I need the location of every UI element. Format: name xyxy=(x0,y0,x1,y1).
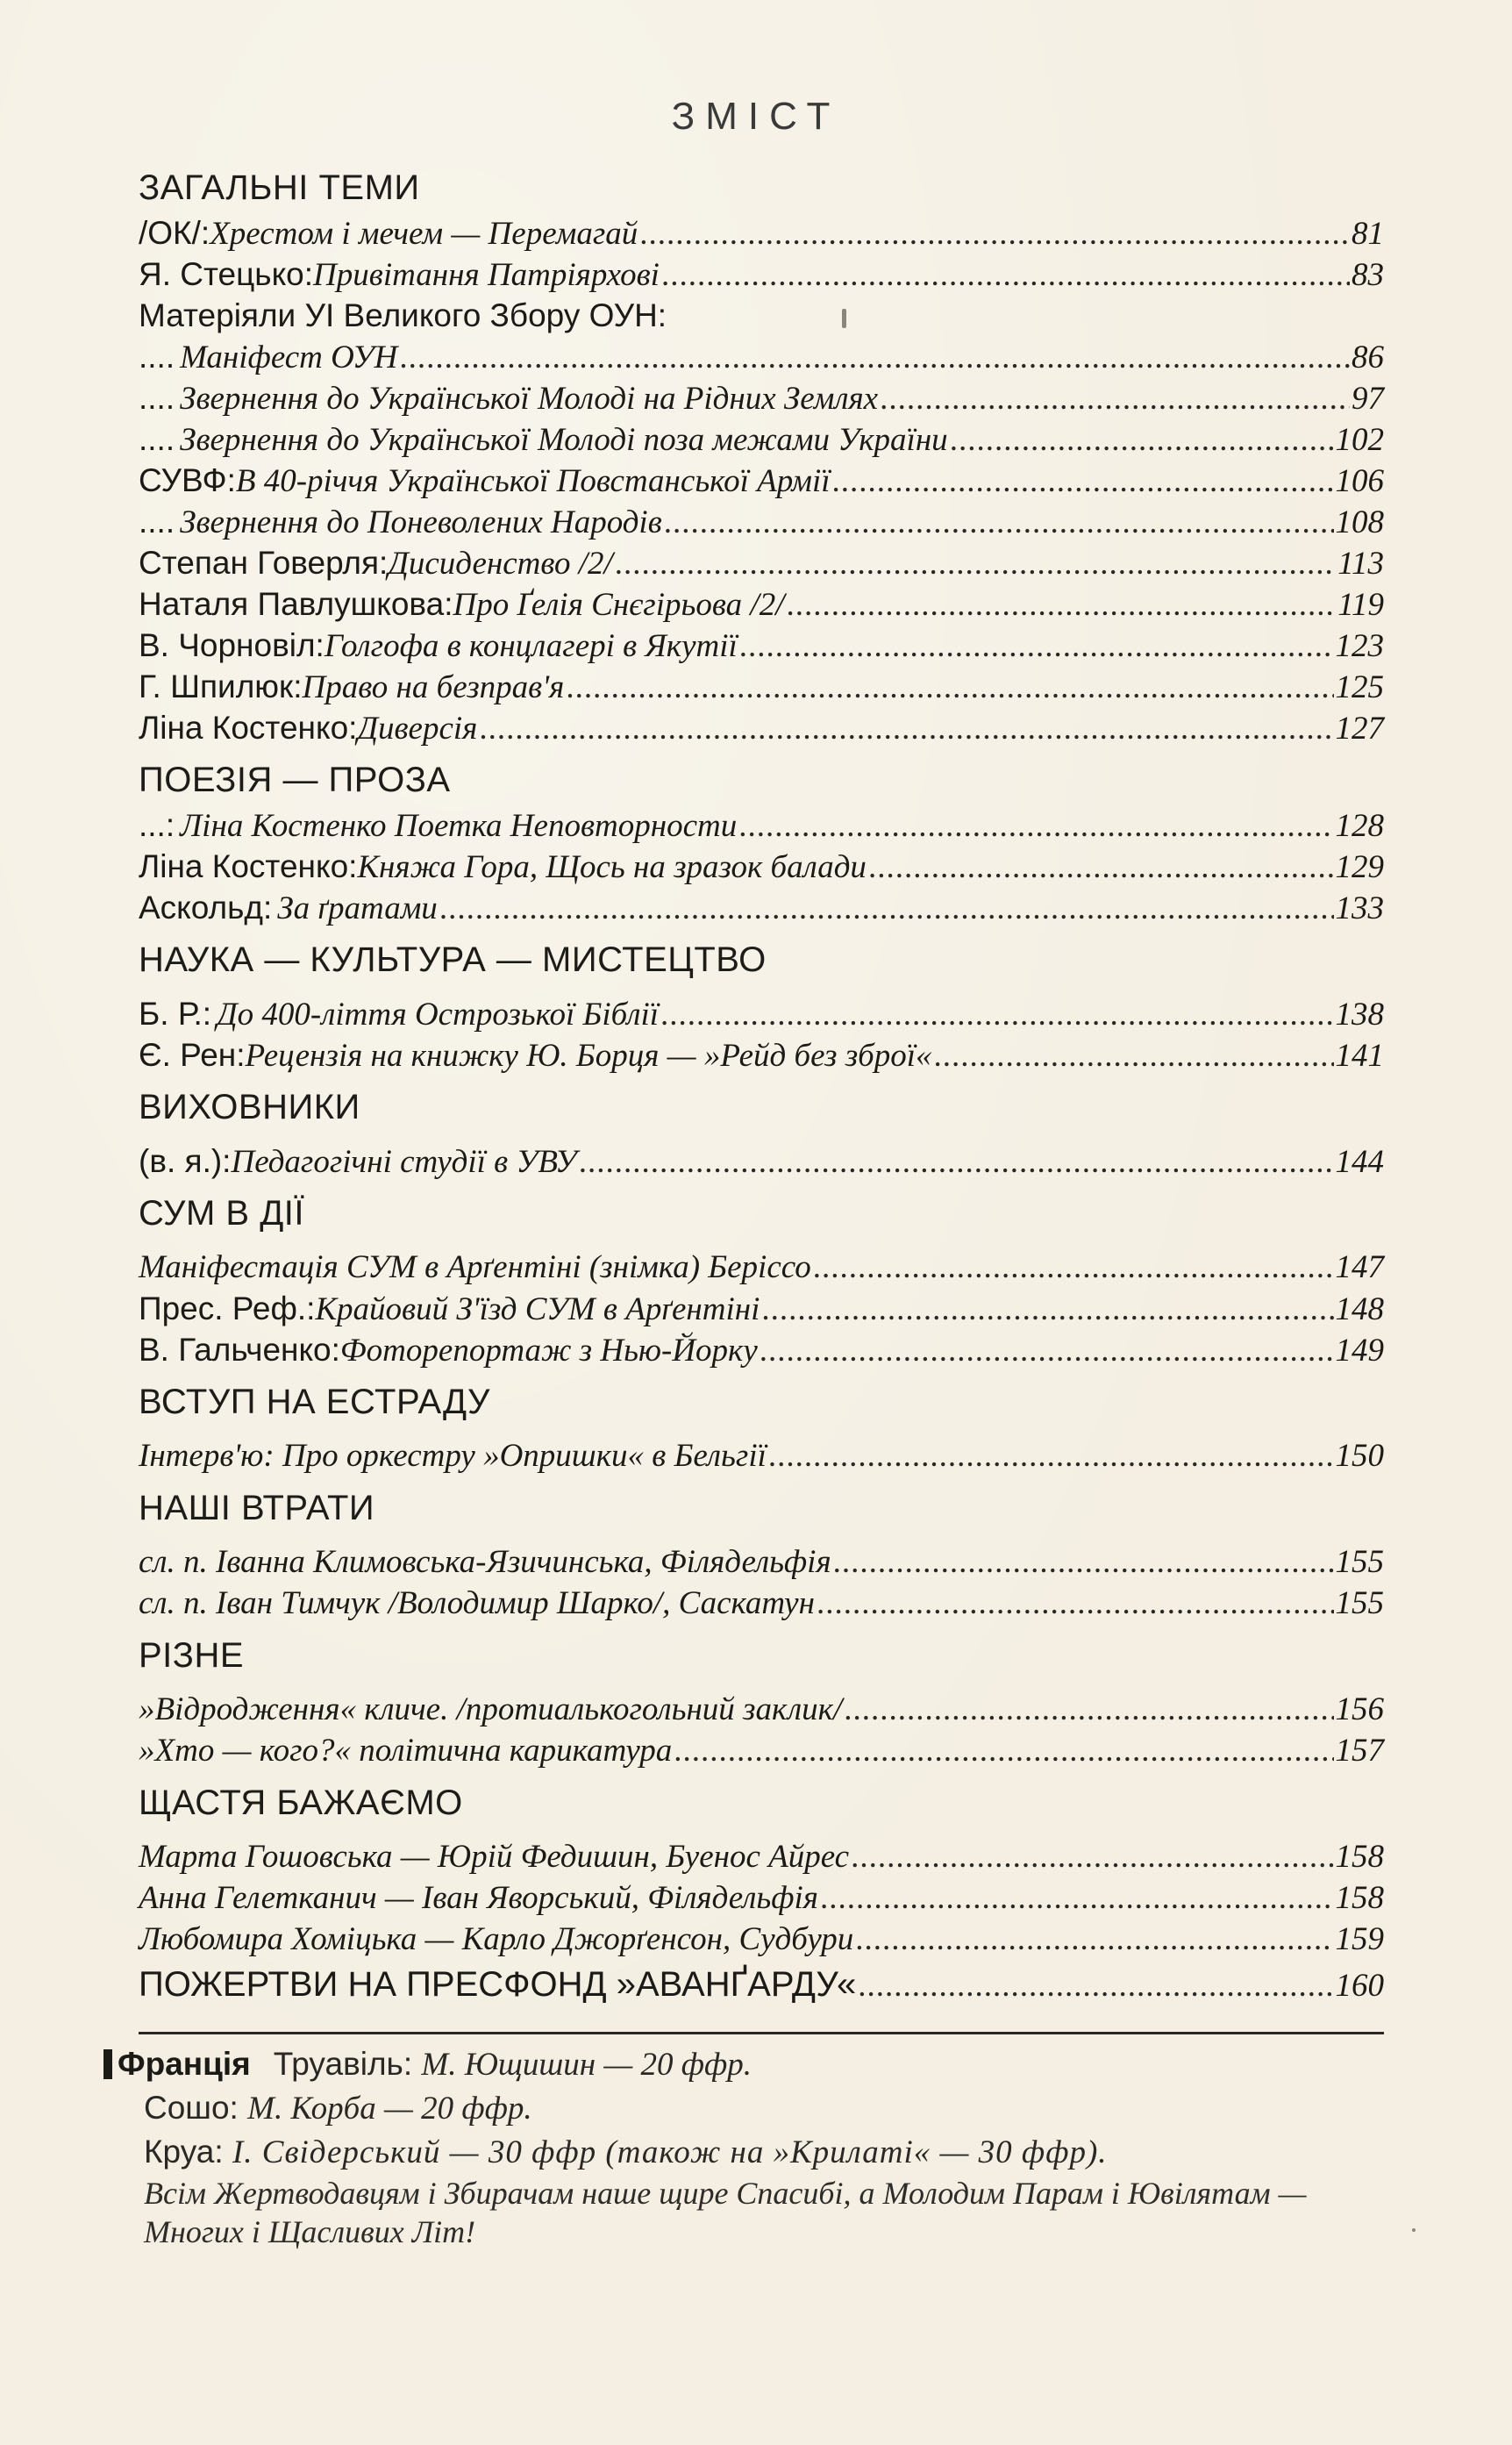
donation-donor: М. Ющишин — 20 ффр. xyxy=(421,2047,752,2083)
leader-dots xyxy=(661,254,1350,296)
entry-page: 158 xyxy=(1335,1839,1384,1875)
toc-entry[interactable] xyxy=(139,1689,1384,1730)
entry-author: Прес. Реф.: xyxy=(139,1290,316,1326)
entry-title: Диверсія xyxy=(357,711,478,747)
toc-entry[interactable] xyxy=(139,666,1384,707)
leader-dots xyxy=(479,708,1333,749)
entry-page: 81 xyxy=(1352,216,1384,252)
entry-page: 86 xyxy=(1352,340,1384,375)
entry-author: .... xyxy=(139,504,175,540)
entry-title: Княжа Гора, Щось на зразок балади xyxy=(357,849,867,885)
toc-entry[interactable] xyxy=(139,583,1384,625)
page-title: ЗМІСТ xyxy=(671,95,841,138)
entry-page: 123 xyxy=(1335,628,1384,664)
entry-author: В. Чорновіл: xyxy=(139,627,325,663)
entry-page: 128 xyxy=(1335,808,1384,844)
entry-page: 129 xyxy=(1335,849,1384,885)
entry-author: Я. Стецько: xyxy=(139,256,314,292)
leader-dots xyxy=(855,1919,1333,1960)
leader-dots xyxy=(868,847,1334,888)
toc-entry[interactable] xyxy=(139,1288,1384,1329)
leader-dots xyxy=(833,1541,1334,1583)
entry-title: Маніфестація СУМ в Арґентіні (знімка) Беріссо xyxy=(139,1249,811,1285)
entry-title: Звернення до Української Молоді на Рідних Землях xyxy=(180,381,879,417)
scan-speck xyxy=(842,309,846,328)
entry-author: Аскольд: xyxy=(139,890,273,926)
section-heading: ПОЖЕРТВИ НА ПРЕСФОНД »АВАНҐАРДУ« xyxy=(139,1965,857,2004)
entry-author: .... xyxy=(139,421,175,457)
entry-title: Хрестом і мечем — Перемагай xyxy=(210,216,638,252)
entry-author: ...: xyxy=(139,807,175,843)
entry-page: 158 xyxy=(1335,1880,1384,1916)
entry-title: Любомира Хоміцька — Карло Джорґенсон, Судбури xyxy=(139,1921,854,1957)
leader-dots xyxy=(660,994,1333,1035)
entry-author: Ліна Костенко: xyxy=(139,710,358,746)
entry-title: Інтерв'ю: Про оркестру »Опришки« в Бельгії xyxy=(139,1438,767,1474)
entry-title: Звернення до Української Молоді поза межами України xyxy=(180,422,948,458)
toc-entry[interactable] xyxy=(139,418,1384,460)
donation-country: Франція xyxy=(118,2046,251,2082)
leader-dots xyxy=(615,543,1336,584)
entry-page: 147 xyxy=(1335,1249,1384,1285)
section-heading: ВИХОВНИКИ xyxy=(139,1088,360,1126)
leader-dots xyxy=(832,461,1334,502)
entry-author: Г. Шпилюк: xyxy=(139,668,303,704)
entry-title: До 400-ліття Острозької Біблії xyxy=(217,997,660,1033)
entry-title: В 40-річчя Української Повстанської Армії xyxy=(235,463,831,499)
section-heading: РІЗНЕ xyxy=(139,1636,245,1675)
toc-entry[interactable] xyxy=(139,1583,1384,1624)
entry-page: 119 xyxy=(1337,587,1384,623)
leader-dots xyxy=(858,1962,1333,2011)
leader-dots xyxy=(934,1035,1334,1076)
entry-title: Марта Гошовська — Юрій Федишин, Буенос Айрес xyxy=(139,1839,850,1875)
toc-entry[interactable] xyxy=(139,542,1384,583)
entry-title: Голгофа в концлагері в Якутії xyxy=(324,628,738,664)
scan-speck xyxy=(1412,2228,1416,2232)
entry-title: Звернення до Поневолених Народів xyxy=(180,504,662,540)
donation-place: Круа: xyxy=(144,2134,232,2170)
section-heading: ЩАСТЯ БАЖАЄМО xyxy=(139,1784,463,1822)
leader-dots xyxy=(820,1877,1334,1919)
entry-title: Ліна Костенко Поетка Неповторности xyxy=(180,808,738,844)
entry-title: »Відродження« кличе. /протиалькогольний заклик/ xyxy=(139,1691,843,1727)
entry-title: Рецензія на книжку Ю. Борця — »Рейд без зброї« xyxy=(245,1038,932,1074)
toc-entry[interactable] xyxy=(139,1877,1384,1919)
leader-dots xyxy=(399,337,1350,378)
donation-place: Сошо: xyxy=(144,2090,248,2126)
toc-entry[interactable] xyxy=(139,1034,1384,1076)
toc-entry[interactable] xyxy=(139,625,1384,666)
toc-entry[interactable] xyxy=(139,1541,1384,1583)
entry-title: Дисиденство /2/ xyxy=(388,546,613,582)
entry-page: 155 xyxy=(1335,1544,1384,1580)
entry-page: 141 xyxy=(1335,1038,1384,1074)
toc-entry[interactable] xyxy=(139,707,1384,748)
donation-line xyxy=(103,2086,1393,2130)
entry-page: 133 xyxy=(1335,890,1384,926)
entry-author: (в. я.): xyxy=(139,1143,232,1179)
leader-dots xyxy=(664,502,1334,543)
entry-page: 155 xyxy=(1335,1585,1384,1621)
leader-dots xyxy=(739,626,1334,667)
toc-entry[interactable] xyxy=(139,1836,1384,1877)
entry-page: 106 xyxy=(1335,463,1384,499)
entry-author: СУВФ: xyxy=(139,462,236,498)
entry-page: 127 xyxy=(1335,711,1384,747)
entry-author: /ОК/: xyxy=(139,215,210,251)
entry-page: 150 xyxy=(1335,1438,1384,1474)
donations-list xyxy=(103,2042,1393,2251)
toc-entry-donations[interactable] xyxy=(139,1960,1384,2009)
entry-title: Маніфест ОУН xyxy=(180,340,398,375)
entry-title: Анна Гелетканич — Іван Яворський, Філядельфія xyxy=(139,1880,818,1916)
section-heading: ВСТУП НА ЕСТРАДУ xyxy=(139,1383,490,1421)
toc-entry[interactable] xyxy=(139,212,1384,254)
entry-page: 160 xyxy=(1335,1968,1384,2004)
leader-dots xyxy=(768,1435,1334,1476)
entry-title: »Хто — кого?« політична карикатура xyxy=(139,1733,673,1769)
leader-dots xyxy=(817,1583,1334,1624)
entry-author: .... xyxy=(139,339,175,375)
entry-author: Б. Р.: xyxy=(139,996,212,1032)
entry-page: 102 xyxy=(1335,422,1384,458)
toc-entry[interactable] xyxy=(139,501,1384,542)
entry-page: 156 xyxy=(1335,1691,1384,1727)
subheading-line: Матеріяли УІ Великого Збору ОУН: xyxy=(139,297,667,333)
entry-author: Наталя Павлушкова: xyxy=(139,586,453,622)
leader-dots xyxy=(880,378,1350,419)
leader-dots xyxy=(844,1689,1333,1730)
toc-entry[interactable] xyxy=(139,377,1384,418)
entry-page: 83 xyxy=(1352,257,1384,293)
leader-dots xyxy=(439,888,1334,929)
entry-page: 138 xyxy=(1335,997,1384,1033)
leader-dots xyxy=(674,1730,1333,1771)
entry-page: 125 xyxy=(1335,669,1384,705)
entry-author: В. Гальченко: xyxy=(139,1332,340,1368)
leader-dots xyxy=(738,805,1333,847)
leader-dots xyxy=(786,584,1336,626)
toc-entry[interactable] xyxy=(139,887,1384,928)
toc-entry[interactable] xyxy=(139,254,1384,295)
toc-entry[interactable] xyxy=(139,846,1384,887)
entry-title: Право на безправ'я xyxy=(302,669,565,705)
leader-dots xyxy=(813,1247,1334,1288)
donation-line xyxy=(103,2042,1393,2086)
thanks-note: Всім Жертводавцям і Збирачам наше щире Спасибі, а Молодим Парам і Ювілятам — Многих і Щасливих Літ! xyxy=(144,2176,1307,2249)
entry-author: .... xyxy=(139,380,175,416)
toc-entry[interactable] xyxy=(139,1919,1384,1960)
divider xyxy=(139,2032,1384,2034)
entry-page: 144 xyxy=(1335,1144,1384,1180)
entry-title: Про Ґелія Снєгірьова /2/ xyxy=(453,587,785,623)
table-of-contents xyxy=(139,163,1384,2009)
entry-title: сл. п. Іван Тимчук /Володимир Шарко/, Саскатун xyxy=(139,1585,815,1621)
leader-dots xyxy=(950,419,1334,461)
entry-page: 108 xyxy=(1335,504,1384,540)
toc-entry[interactable] xyxy=(139,804,1384,846)
leader-dots xyxy=(761,1289,1333,1330)
leader-dots xyxy=(579,1141,1334,1183)
leader-dots xyxy=(566,667,1333,708)
donation-donor: М. Корба — 20 ффр. xyxy=(247,2091,532,2127)
entry-page: 113 xyxy=(1337,546,1384,582)
leader-dots xyxy=(639,213,1350,254)
leader-dots xyxy=(851,1836,1333,1877)
toc-entry[interactable] xyxy=(139,460,1384,501)
donation-line xyxy=(103,2130,1393,2174)
entry-title: За ґратами xyxy=(277,890,438,926)
entry-author: Є. Рен: xyxy=(139,1037,246,1073)
toc-entry[interactable] xyxy=(139,993,1384,1034)
toc-entry[interactable] xyxy=(139,336,1384,377)
entry-title: Педагогічні студії в УВУ xyxy=(231,1144,577,1180)
section-heading: НАШІ ВТРАТИ xyxy=(139,1489,375,1527)
toc-entry[interactable] xyxy=(139,1247,1384,1288)
entry-page: 159 xyxy=(1335,1921,1384,1957)
leader-dots xyxy=(760,1330,1334,1371)
section-heading: НАУКА — КУЛЬТУРА — МИСТЕЦТВО xyxy=(139,940,767,979)
donation-place: Труавіль: xyxy=(273,2046,422,2082)
entry-author: Ліна Костенко: xyxy=(139,848,358,884)
toc-entry[interactable] xyxy=(139,1140,1384,1182)
toc-entry[interactable] xyxy=(139,1435,1384,1476)
entry-page: 148 xyxy=(1335,1291,1384,1327)
toc-entry[interactable] xyxy=(139,1730,1384,1771)
entry-page: 97 xyxy=(1352,381,1384,417)
entry-title: Фоторепортаж з Нью-Йорку xyxy=(339,1333,758,1369)
entry-title: Привітання Патріярхові xyxy=(313,257,660,293)
entry-page: 157 xyxy=(1335,1733,1384,1769)
entry-author: Степан Говерля: xyxy=(139,545,389,581)
entry-page: 149 xyxy=(1335,1333,1384,1369)
entry-title: Крайовий З'їзд СУМ в Арґентіні xyxy=(315,1291,760,1327)
section-heading: ЗАГАЛЬНІ ТЕМИ xyxy=(139,168,420,207)
donation-donor: І. Свідерський — 30 ффр (також на »Крилаті« — 30 ффр). xyxy=(232,2134,1108,2170)
entry-title: сл. п. Іванна Климовська-Язичинська, Філядельфія xyxy=(139,1544,831,1580)
section-heading: ПОЕЗІЯ — ПРОЗА xyxy=(139,761,451,799)
toc-entry[interactable] xyxy=(139,1329,1384,1370)
section-heading: СУМ В ДІЇ xyxy=(139,1194,305,1233)
bullet-marker xyxy=(103,2049,112,2079)
